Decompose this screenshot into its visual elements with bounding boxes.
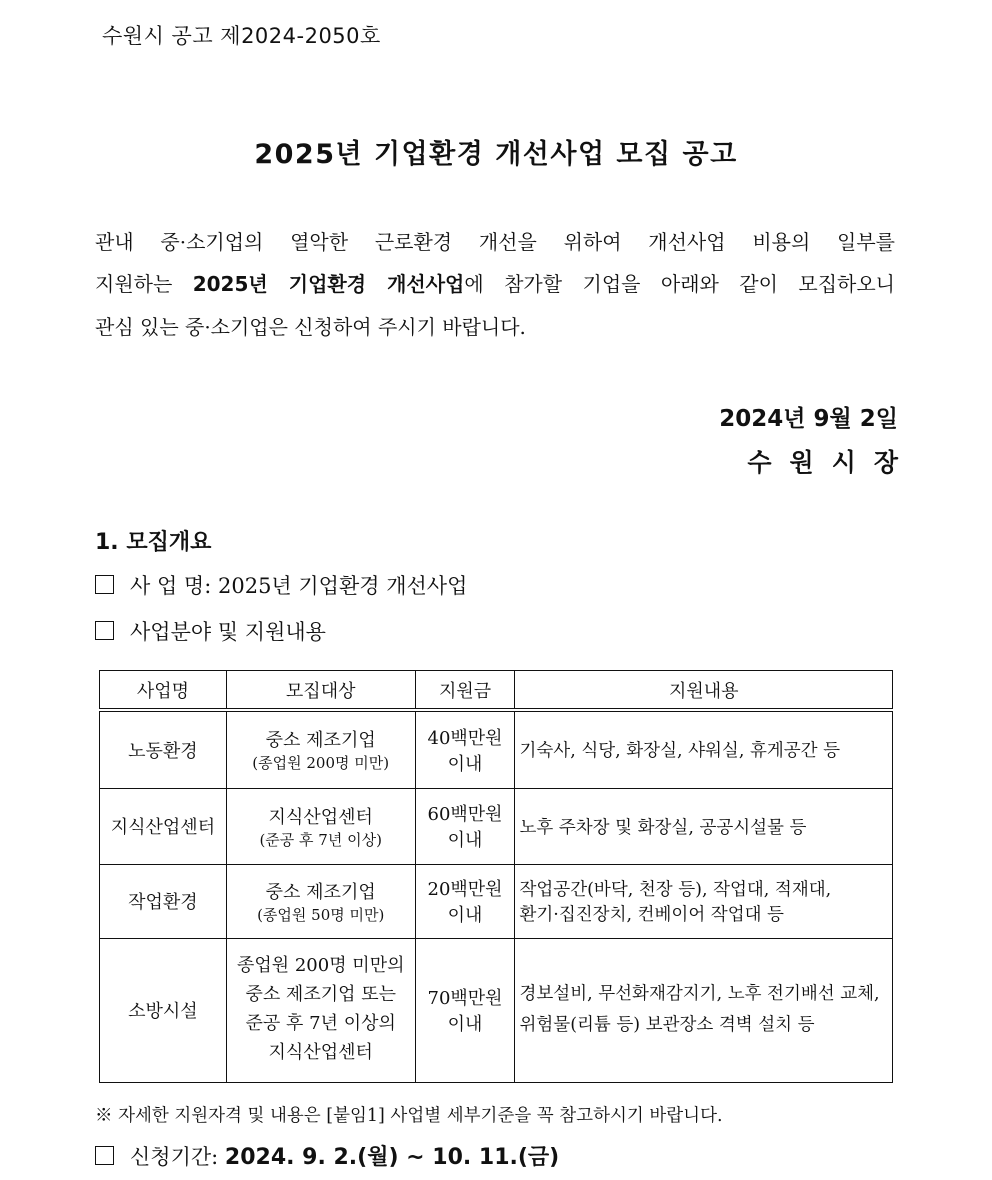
header-cell: 지원내용 [515,671,893,711]
table-row [100,864,893,938]
period-label: 신청기간: [130,1145,219,1169]
target-cell: 지식산업센터 (준공 후 7년 이상) [226,788,415,864]
content-cell: 경보설비, 무선화재감지기, 노후 전기배선 교체, 위험물(리튬 등) 보관장소 격벽 설치 등 [515,938,893,1082]
amount-cell: 40백만원 이내 [415,710,515,788]
table-row [100,788,893,864]
field-label: 사업분야 및 지원내용 [130,620,326,644]
intro-line-1: 관내 중·소기업의 열악한 근로환경 개선을 위하여 개선사업 비용의 일부를 [95,230,895,254]
project-name-item [95,570,467,600]
intro-highlight: 2025년 기업환경 개선사업 [192,272,465,296]
section-heading: 1. 모집개요 [95,530,212,555]
target-cell: 중소 제조기업 (종업원 200명 미만) [226,710,415,788]
checkbox-icon [95,575,114,594]
project-name-value: 2025년 기업환경 개선사업 [217,574,468,598]
header-cell: 지원금 [415,671,515,711]
content-cell: 기숙사, 식당, 화장실, 샤워실, 휴게공간 등 [515,710,893,788]
amount-cell: 20백만원 이내 [415,864,515,938]
checkbox-icon [95,621,114,640]
table-row [100,710,893,788]
intro-line-2 [95,268,895,297]
target-cell: 종업원 200명 미만의 중소 제조기업 또는 준공 후 7년 이상의 지식산업센터 [226,938,415,1082]
notice-number: 수원시 공고 제2024-2050호 [102,24,381,48]
table-row [100,938,893,1082]
amount-cell: 70백만원 이내 [415,938,515,1082]
intro-line-2-pre: 지원하는 [95,272,193,296]
project-name-cell: 노동환경 [100,710,227,788]
project-name-label: 사 업 명: [130,574,212,598]
amount-cell: 60백만원 이내 [415,788,515,864]
project-name-cell: 소방시설 [100,938,227,1082]
content-cell: 노후 주차장 및 화장실, 공공시설물 등 [515,788,893,864]
intro-line-3: 관심 있는 중·소기업은 신청하여 주시기 바랍니다. [95,315,526,339]
project-name-cell: 작업환경 [100,864,227,938]
issuer: 수원시장 [747,448,916,477]
header-cell: 사업명 [100,671,227,711]
page-title: 2025년 기업환경 개선사업 모집 공고 [254,139,738,170]
note: ※ 자세한 지원자격 및 내용은 [붙임1] 사업별 세부기준을 꼭 참고하시기 바랍니다. [95,1106,723,1126]
header-cell: 모집대상 [226,671,415,711]
content-cell: 작업공간(바닥, 천장 등), 작업대, 적재대, 환기·집진장치, 컨베이어 작업대 등 [515,864,893,938]
intro-line-2-post: 에 참가할 기업을 아래와 같이 모집하오니 [464,272,895,296]
table-header-row [100,671,893,711]
application-period [95,1140,559,1171]
target-cell: 중소 제조기업 (종업원 50명 미만) [226,864,415,938]
support-table [99,670,893,1083]
announcement-date: 2024년 9월 2일 [719,406,898,432]
project-name-cell: 지식산업센터 [100,788,227,864]
period-value: 2024. 9. 2.(월) ~ 10. 11.(금) [224,1145,560,1170]
checkbox-icon [95,1146,114,1165]
field-item [95,616,326,646]
